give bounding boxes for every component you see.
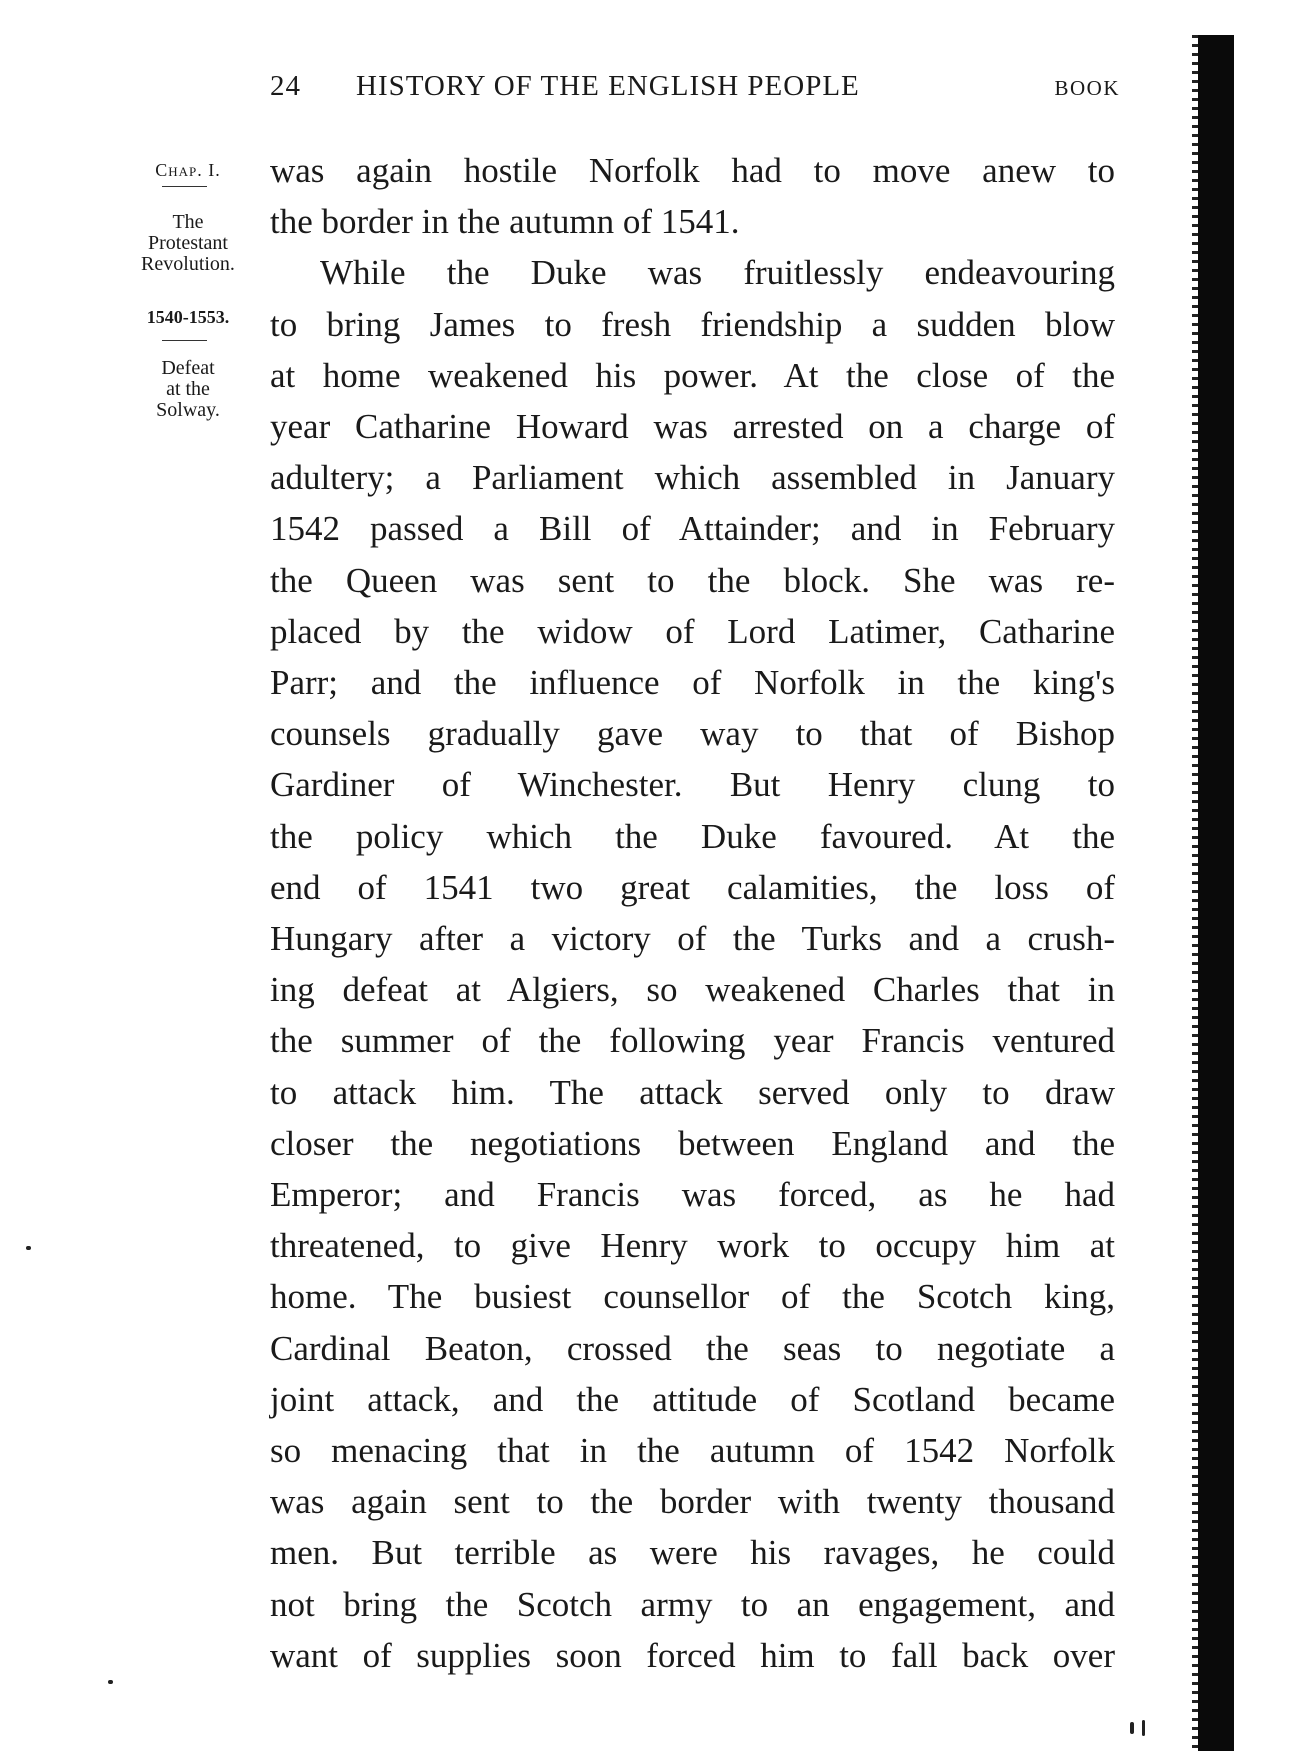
text-line: the Queen was sent to the block. She was re- (270, 560, 1115, 600)
text-line: the summer of the following year Francis ventured (270, 1021, 1115, 1061)
running-title: HISTORY OF THE ENGLISH PEOPLE (356, 70, 860, 102)
sidenote-defeat-solway (118, 358, 258, 421)
sidenote-date-range: 1540-1553. (146, 307, 230, 327)
text-line: adultery; a Parliament which assembled in January (270, 458, 1115, 498)
text-line: year Catharine Howard was arrested on a charge of (270, 407, 1115, 447)
scan-speck (1142, 1720, 1145, 1736)
text-line: at home weakened his power. At the close of the (270, 355, 1115, 395)
text-line: threatened, to give Henry work to occupy him at (270, 1226, 1115, 1266)
text-line: so menacing that in the autumn of 1542 Norfolk (270, 1431, 1115, 1471)
text-line: joint attack, and the attitude of Scotland became (270, 1379, 1115, 1419)
text-line: end of 1541 two great calamities, the loss of (270, 867, 1115, 907)
text-line: to bring James to fresh friendship a sudden blow (270, 304, 1115, 344)
text-line: placed by the widow of Lord Latimer, Catharine (270, 611, 1115, 651)
text-line: counsels gradually gave way to that of Bishop (270, 714, 1115, 754)
text-line: home. The busiest counsellor of the Scotch king, (270, 1277, 1115, 1317)
text-line: Hungary after a victory of the Turks and a crush- (270, 919, 1115, 959)
text-line: While the Duke was fruitlessly endeavouring (320, 253, 1115, 293)
sidenote-line: Protestant (148, 232, 228, 254)
text-line: to attack him. The attack served only to draw (270, 1072, 1115, 1112)
text-line: 1542 passed a Bill of Attainder; and in February (270, 509, 1115, 549)
text-line: men. But terrible as were his ravages, he could (270, 1533, 1115, 1573)
text-line: ing defeat at Algiers, so weakened Charles that in (270, 970, 1115, 1010)
sidenote-protestant-revolution (118, 212, 258, 275)
text-line: Cardinal Beaton, crossed the seas to negotiate a (270, 1328, 1115, 1368)
sidenote-line: Solway. (156, 399, 220, 421)
margin-rule (162, 186, 207, 187)
scan-speck (1130, 1722, 1134, 1734)
text-line: not bring the Scotch army to an engagement, and (270, 1584, 1115, 1624)
scan-speck (108, 1680, 113, 1684)
book-label: BOOK (1054, 76, 1120, 100)
text-line: was again hostile Norfolk had to move anew to (270, 151, 1115, 190)
text-line: Parr; and the influence of Norfolk in the king's (270, 663, 1115, 703)
chapter-label: Chap. I. (155, 160, 221, 180)
text-line: Gardiner of Winchester. But Henry clung to (270, 765, 1115, 805)
scan-speck (26, 1246, 31, 1250)
text-line: was again sent to the border with twenty thousand (270, 1482, 1115, 1522)
text-line: the policy which the Duke favoured. At the (270, 816, 1115, 856)
text-line: the border in the autumn of 1541. (270, 202, 740, 242)
sidenote-line: The (172, 211, 204, 233)
running-header (270, 70, 1120, 110)
margin-rule (162, 340, 207, 341)
scan-binding-edge (1198, 35, 1234, 1751)
body-text (270, 145, 1115, 1681)
sidenote-line: at the (166, 378, 210, 400)
page-number: 24 (270, 70, 301, 102)
text-line: Emperor; and Francis was forced, as he had (270, 1175, 1115, 1215)
sidenote-line: Defeat (161, 357, 215, 379)
text-line: closer the negotiations between England and the (270, 1123, 1115, 1163)
text-line: want of supplies soon forced him to fall back over (270, 1635, 1115, 1675)
sidenote-line: Revolution. (141, 253, 235, 275)
